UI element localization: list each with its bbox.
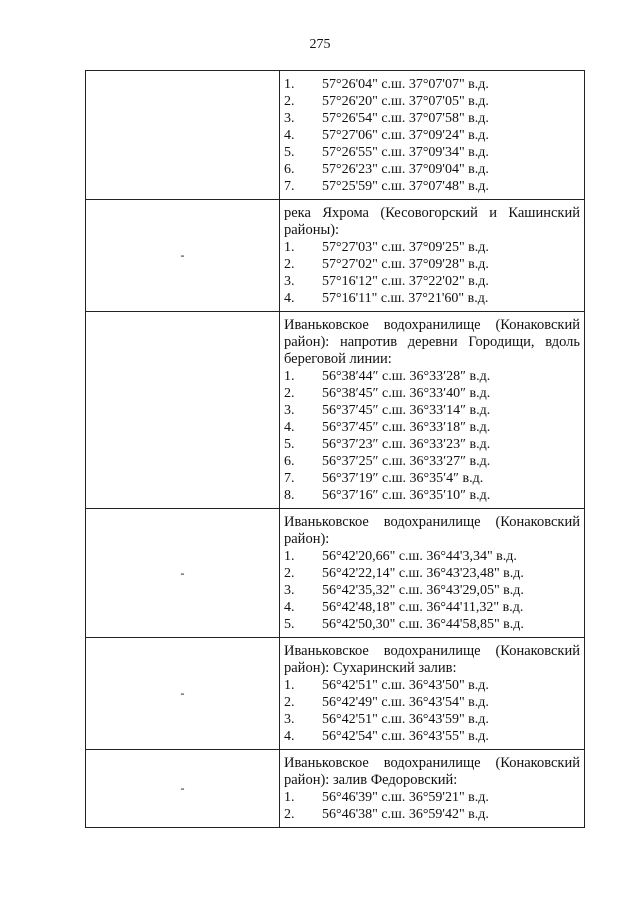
coordinate-item [284,385,580,402]
coordinate-number: 1. [284,369,295,384]
coordinate-item [284,76,580,93]
coordinate-value: 56°42'50,30" с.ш. 36°44'58,85" в.д. [322,617,524,632]
coordinate-number: 6. [284,162,295,177]
coordinate-number: 1. [284,240,295,255]
table-row [86,638,585,750]
coordinate-value: 57°26'54" с.ш. 37°07'58" в.д. [322,111,489,126]
coordinate-item [284,694,580,711]
left-cell [86,200,280,312]
coordinate-number: 6. [284,454,295,469]
coordinate-item [284,144,580,161]
coordinate-number: 5. [284,617,295,632]
coordinate-value: 56°37′45″ с.ш. 36°33′14″ в.д. [322,403,491,418]
right-cell [280,750,585,828]
coordinate-value: 57°26'23" с.ш. 37°09'04" в.д. [322,162,489,177]
coordinate-value: 57°16'11" с.ш. 37°21'60" в.д. [322,291,489,306]
right-cell [280,71,585,200]
coordinate-item [284,677,580,694]
coordinate-value: 57°26'55" с.ш. 37°09'34" в.д. [322,145,489,160]
coordinate-number: 1. [284,790,295,805]
coordinate-value: 57°27'06" с.ш. 37°09'24" в.д. [322,128,489,143]
coordinate-number: 2. [284,695,295,710]
coordinate-value: 56°42'51" с.ш. 36°43'50" в.д. [322,678,489,693]
coordinate-value: 56°37′23″ с.ш. 36°33′23″ в.д. [322,437,491,452]
location-description: Иваньковское водохранилище (Конаковский район): залив Федоровский: [284,755,580,788]
coordinate-item [284,239,580,256]
coordinate-item [284,436,580,453]
right-cell [280,509,585,638]
right-cell [280,200,585,312]
coordinate-number: 3. [284,111,295,126]
table-row [86,200,585,312]
coordinate-number: 5. [284,145,295,160]
coordinate-value: 56°42'35,32" с.ш. 36°43'29,05" в.д. [322,583,524,598]
table-body [86,71,585,828]
coordinate-item [284,711,580,728]
coordinate-item [284,616,580,633]
coordinate-value: 56°42'20,66" с.ш. 36°44'3,34" в.д. [322,549,517,564]
coordinate-item [284,368,580,385]
coordinate-item [284,178,580,195]
coordinate-number: 2. [284,807,295,822]
coordinate-item [284,93,580,110]
coordinate-number: 4. [284,128,295,143]
coordinate-item [284,273,580,290]
left-cell [86,638,280,750]
coordinate-value: 56°37′16″ с.ш. 36°35′10″ в.д. [322,488,491,503]
coordinate-value: 56°46'39" с.ш. 36°59'21" в.д. [322,790,489,805]
right-cell [280,312,585,509]
coordinate-item [284,728,580,745]
left-cell [86,750,280,828]
left-cell-text: - [180,248,185,262]
coordinate-number: 4. [284,291,295,306]
coordinate-number: 1. [284,77,295,92]
coordinate-value: 57°27'02" с.ш. 37°09'28" в.д. [322,257,489,272]
coordinate-number: 1. [284,549,295,564]
left-cell-text: - [180,565,185,580]
location-description: Иваньковское водохранилище (Конаковский район): напротив деревни Городищи, вдоль береговой линии: [284,317,580,367]
coordinate-number: 3. [284,274,295,289]
left-cell-text: - [180,781,185,795]
coordinates-table [85,70,585,828]
coordinate-number: 3. [284,403,295,418]
left-cell-text: - [180,686,185,700]
coordinate-value: 56°42'51" с.ш. 36°43'59" в.д. [322,712,489,727]
location-description: река Яхрома (Кесовогорский и Кашинский районы): [284,205,580,238]
coordinate-number: 4. [284,420,295,435]
coordinate-value: 56°37′45″ с.ш. 36°33′18″ в.д. [322,420,491,435]
coordinate-number: 4. [284,729,295,744]
coordinate-number: 2. [284,94,295,109]
table-row [86,750,585,828]
coordinate-number: 2. [284,257,295,272]
coordinate-item [284,565,580,582]
table-row [86,71,585,200]
coordinate-item [284,256,580,273]
coordinate-value: 56°46'38" с.ш. 36°59'42" в.д. [322,807,489,822]
coordinate-item [284,453,580,470]
coordinate-number: 1. [284,678,295,693]
coordinate-value: 56°38′45″ с.ш. 36°33′40″ в.д. [322,386,491,401]
coordinate-number: 8. [284,488,295,503]
coordinate-number: 3. [284,583,295,598]
page-number: 275 [309,37,331,52]
coordinate-value: 56°42'22,14" с.ш. 36°43'23,48" в.д. [322,566,524,581]
location-description: Иваньковское водохранилище (Конаковский район): Сухаринский залив: [284,643,580,676]
coordinate-value: 57°27'03" с.ш. 37°09'25" в.д. [322,240,489,255]
coordinate-item [284,110,580,127]
coordinate-value: 57°26'04" с.ш. 37°07'07" в.д. [322,77,489,92]
coordinate-number: 3. [284,712,295,727]
coordinate-number: 4. [284,600,295,615]
coordinate-value: 56°37′25″ с.ш. 36°33′27″ в.д. [322,454,491,469]
coordinate-value: 56°42'48,18" с.ш. 36°44'11,32" в.д. [322,600,524,615]
coordinate-item [284,402,580,419]
coordinate-value: 57°16'12" с.ш. 37°22'02" в.д. [322,274,489,289]
coordinate-item [284,487,580,504]
location-description: Иваньковское водохранилище (Конаковский район): [284,514,580,547]
coordinate-value: 56°37′19″ с.ш. 36°35′4″ в.д. [322,471,484,486]
right-cell [280,638,585,750]
coordinate-item [284,582,580,599]
coordinate-item [284,789,580,806]
coordinate-value: 57°26'20" с.ш. 37°07'05" в.д. [322,94,489,109]
left-cell [86,312,280,509]
coordinate-item [284,290,580,307]
coordinate-value: 56°42'54" с.ш. 36°43'55" в.д. [322,729,489,744]
coordinate-number: 2. [284,566,295,581]
coordinate-item [284,548,580,565]
coordinate-number: 7. [284,179,295,194]
coordinate-number: 7. [284,471,295,486]
coordinate-number: 5. [284,437,295,452]
left-cell [86,509,280,638]
coordinate-item [284,806,580,823]
coordinate-item [284,161,580,178]
coordinate-item [284,127,580,144]
table-row [86,312,585,509]
coordinate-item [284,419,580,436]
left-cell [86,71,280,200]
table-row [86,509,585,638]
coordinate-value: 56°38′44″ с.ш. 36°33′28″ в.д. [322,369,491,384]
coordinate-value: 57°25'59" с.ш. 37°07'48" в.д. [322,179,489,194]
coordinate-number: 2. [284,386,295,401]
coordinate-item [284,599,580,616]
coordinate-value: 56°42'49" с.ш. 36°43'54" в.д. [322,695,489,710]
coordinate-item [284,470,580,487]
